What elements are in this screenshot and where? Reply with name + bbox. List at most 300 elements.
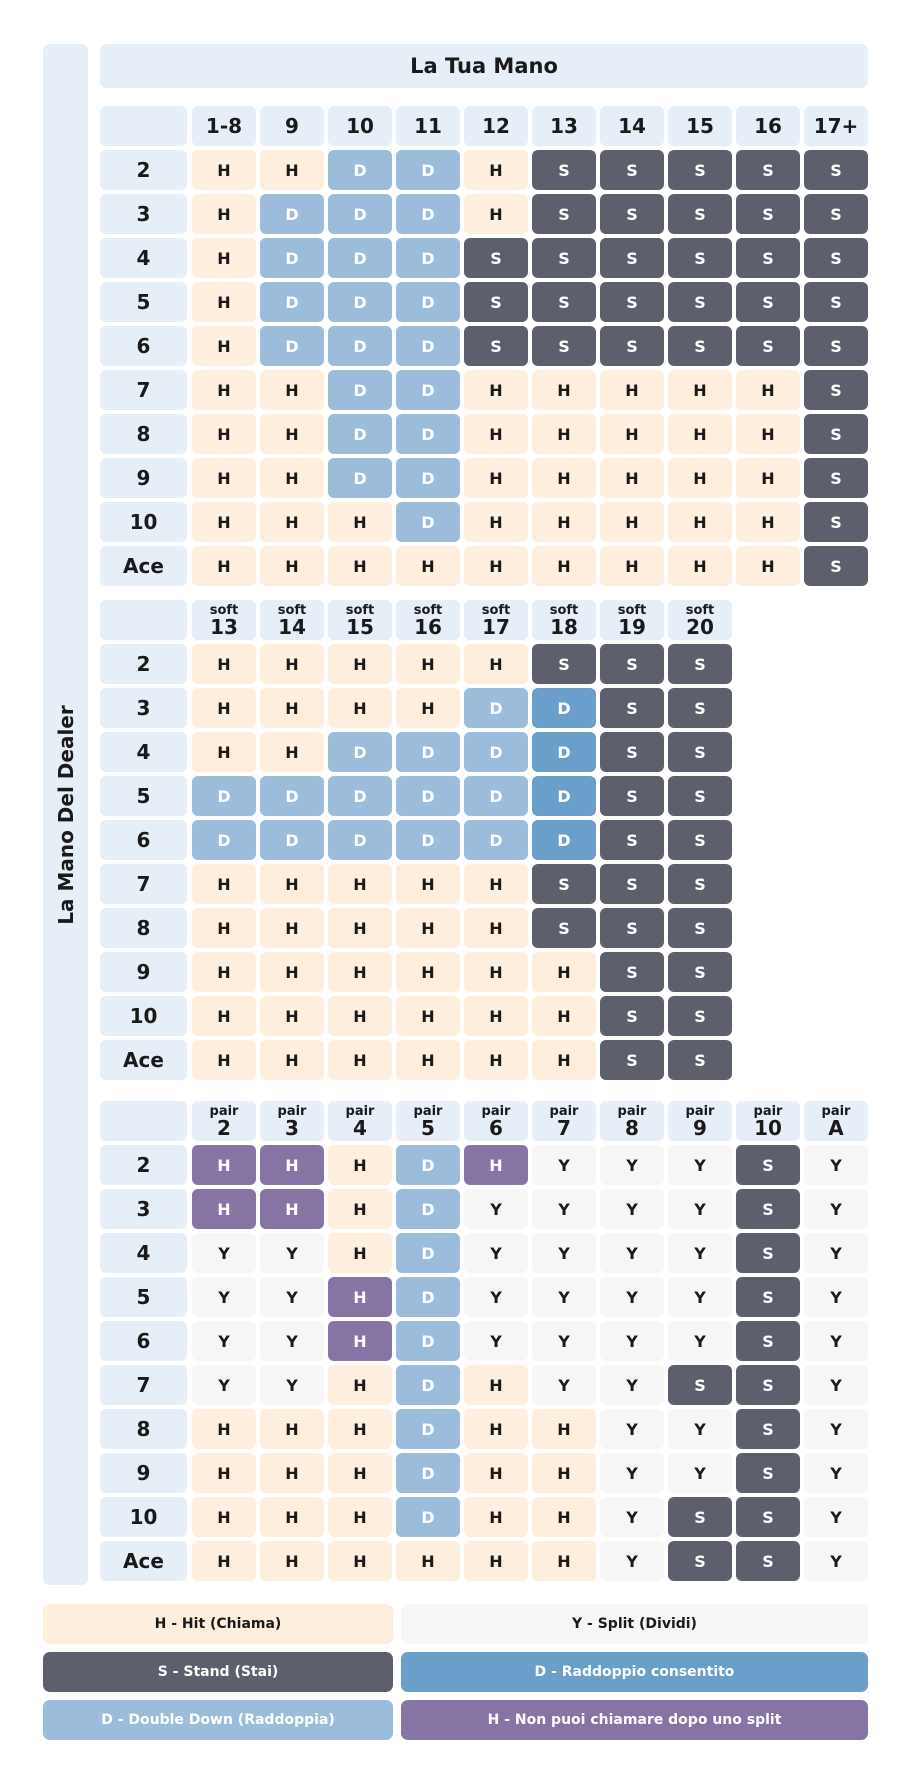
pairs-action-cell: S xyxy=(736,1409,800,1449)
pairs-action-cell: H xyxy=(260,1189,324,1229)
hard-action-cell: H xyxy=(668,370,732,410)
soft-action-cell: S xyxy=(532,644,596,684)
pairs-action-cell: Y xyxy=(668,1233,732,1273)
column-header-value: 12 xyxy=(482,114,510,138)
pairs-dealer-row-header: 2 xyxy=(100,1145,187,1185)
soft-action-cell: H xyxy=(396,644,460,684)
pairs-action-cell: H xyxy=(396,1541,460,1581)
hard-action-cell: H xyxy=(600,370,664,410)
soft-action-cell: H xyxy=(260,952,324,992)
pairs-dealer-row-header: 3 xyxy=(100,1189,187,1229)
soft-action-cell: D xyxy=(328,820,392,860)
column-header-value: 5 xyxy=(421,1115,435,1140)
pairs-action-cell: D xyxy=(396,1277,460,1317)
soft-action-cell: S xyxy=(668,688,732,728)
soft-column-header xyxy=(600,600,664,640)
pairs-action-cell: Y xyxy=(804,1409,868,1449)
hard-action-cell: S xyxy=(668,326,732,366)
soft-action-cell: S xyxy=(600,864,664,904)
hard-action-cell: S xyxy=(532,194,596,234)
hard-action-cell: H xyxy=(736,370,800,410)
hard-action-cell: S xyxy=(804,238,868,278)
column-header-value: 15 xyxy=(346,614,374,639)
hard-dealer-row-header: 2 xyxy=(100,150,187,190)
hard-action-cell: H xyxy=(464,370,528,410)
dealer-hand-label: La Mano Del Dealer xyxy=(53,704,78,925)
column-header-value: 11 xyxy=(414,114,442,138)
pairs-action-cell: D xyxy=(396,1453,460,1493)
pairs-action-cell: H xyxy=(464,1541,528,1581)
soft-dealer-row-header: 4 xyxy=(100,732,187,772)
soft-dealer-row-header: 9 xyxy=(100,952,187,992)
pairs-dealer-row-header: Ace xyxy=(100,1541,187,1581)
hard-action-cell: D xyxy=(260,238,324,278)
pairs-action-cell: S xyxy=(668,1497,732,1537)
column-header-prefix: pair xyxy=(617,1103,647,1119)
soft-action-cell: D xyxy=(464,732,528,772)
hard-action-cell: D xyxy=(396,414,460,454)
hard-action-cell: D xyxy=(260,282,324,322)
soft-action-cell: H xyxy=(192,908,256,948)
hard-action-cell: H xyxy=(192,458,256,498)
column-header-prefix: pair xyxy=(345,1103,375,1119)
soft-action-cell: H xyxy=(192,688,256,728)
hard-action-cell: S xyxy=(532,326,596,366)
hard-action-cell: D xyxy=(328,414,392,454)
soft-action-cell: D xyxy=(532,820,596,860)
pairs-action-cell: S xyxy=(736,1365,800,1405)
soft-action-cell: H xyxy=(192,864,256,904)
soft-action-cell: H xyxy=(396,1040,460,1080)
hard-action-cell: D xyxy=(260,326,324,366)
soft-action-cell: S xyxy=(668,996,732,1036)
soft-action-cell: H xyxy=(192,996,256,1036)
column-header-prefix: soft xyxy=(685,602,715,618)
pairs-action-cell: H xyxy=(328,1541,392,1581)
hard-action-cell: S xyxy=(600,150,664,190)
pairs-action-cell: Y xyxy=(668,1277,732,1317)
column-header-value: 19 xyxy=(618,614,646,639)
pairs-action-cell: Y xyxy=(668,1321,732,1361)
soft-action-cell: H xyxy=(532,952,596,992)
hard-action-cell: D xyxy=(396,282,460,322)
soft-dealer-row-header: 5 xyxy=(100,776,187,816)
column-header-value: 7 xyxy=(557,1115,571,1140)
hard-action-cell: H xyxy=(464,150,528,190)
hard-action-cell: H xyxy=(736,502,800,542)
pairs-action-cell: H xyxy=(328,1409,392,1449)
column-header-prefix: soft xyxy=(549,602,579,618)
pairs-action-cell: H xyxy=(328,1497,392,1537)
hard-action-cell: H xyxy=(736,414,800,454)
hard-action-cell: S xyxy=(600,326,664,366)
hard-action-cell: S xyxy=(804,282,868,322)
hard-action-cell: D xyxy=(396,194,460,234)
column-header-prefix: pair xyxy=(753,1103,783,1119)
pairs-action-cell: H xyxy=(464,1145,528,1185)
soft-action-cell: S xyxy=(668,644,732,684)
pairs-action-cell: H xyxy=(192,1189,256,1229)
pairs-header-corner xyxy=(100,1101,187,1141)
pairs-action-cell: Y xyxy=(260,1365,324,1405)
hard-dealer-row-header: 4 xyxy=(100,238,187,278)
pairs-action-cell: Y xyxy=(600,1541,664,1581)
hard-action-cell: H xyxy=(464,546,528,586)
hard-action-cell: D xyxy=(328,150,392,190)
hard-action-cell: H xyxy=(192,414,256,454)
soft-action-cell: D xyxy=(260,776,324,816)
column-header-value: 15 xyxy=(686,114,714,138)
column-header-value: 20 xyxy=(686,614,714,639)
hard-action-cell: H xyxy=(192,546,256,586)
hard-action-cell: H xyxy=(192,194,256,234)
pairs-action-cell: H xyxy=(532,1453,596,1493)
hard-action-cell: D xyxy=(396,238,460,278)
pairs-action-cell: H xyxy=(260,1145,324,1185)
soft-action-cell: H xyxy=(328,864,392,904)
hard-action-cell: H xyxy=(736,458,800,498)
pairs-action-cell: H xyxy=(464,1497,528,1537)
hard-action-cell: H xyxy=(260,546,324,586)
pairs-action-cell: Y xyxy=(600,1453,664,1493)
hard-action-cell: S xyxy=(804,370,868,410)
soft-action-cell: H xyxy=(396,952,460,992)
pairs-action-cell: Y xyxy=(464,1233,528,1273)
pairs-action-cell: Y xyxy=(600,1233,664,1273)
hard-dealer-row-header: Ace xyxy=(100,546,187,586)
pairs-action-cell: H xyxy=(328,1321,392,1361)
hard-action-cell: H xyxy=(260,502,324,542)
pairs-dealer-row-header: 4 xyxy=(100,1233,187,1273)
column-header-value: 16 xyxy=(754,114,782,138)
column-header-prefix: soft xyxy=(209,602,239,618)
column-header-prefix: soft xyxy=(481,602,511,618)
pairs-action-cell: H xyxy=(328,1233,392,1273)
hard-action-cell: S xyxy=(736,326,800,366)
hard-column-header xyxy=(396,106,460,146)
column-header-value: 14 xyxy=(618,114,646,138)
column-header-value: 4 xyxy=(353,1115,367,1140)
hard-action-cell: H xyxy=(532,370,596,410)
soft-column-header xyxy=(192,600,256,640)
hard-action-cell: H xyxy=(328,546,392,586)
pairs-column-header xyxy=(260,1101,324,1141)
hard-column-header xyxy=(668,106,732,146)
column-header-value: 8 xyxy=(625,1115,639,1140)
hard-action-cell: H xyxy=(192,326,256,366)
pairs-action-cell: D xyxy=(396,1321,460,1361)
hard-action-cell: H xyxy=(532,546,596,586)
soft-action-cell: H xyxy=(328,1040,392,1080)
pairs-action-cell: Y xyxy=(532,1365,596,1405)
column-header-value: 9 xyxy=(285,114,299,138)
soft-action-cell: S xyxy=(600,732,664,772)
pairs-action-cell: Y xyxy=(532,1233,596,1273)
pairs-action-cell: Y xyxy=(532,1277,596,1317)
hard-column-header xyxy=(328,106,392,146)
hard-action-cell: H xyxy=(668,546,732,586)
hard-column-header xyxy=(532,106,596,146)
soft-action-cell: H xyxy=(328,644,392,684)
soft-action-cell: D xyxy=(532,776,596,816)
pairs-action-cell: D xyxy=(396,1497,460,1537)
hard-action-cell: S xyxy=(736,238,800,278)
pairs-column-header xyxy=(192,1101,256,1141)
soft-action-cell: S xyxy=(668,908,732,948)
soft-action-cell: S xyxy=(532,864,596,904)
pairs-action-cell: H xyxy=(532,1497,596,1537)
hard-action-cell: S xyxy=(464,326,528,366)
column-header-value: 3 xyxy=(285,1115,299,1140)
pairs-action-cell: Y xyxy=(804,1497,868,1537)
legend-item: Y - Split (Dividi) xyxy=(401,1604,868,1644)
hard-column-header xyxy=(260,106,324,146)
pairs-action-cell: S xyxy=(736,1541,800,1581)
soft-action-cell: S xyxy=(600,1040,664,1080)
hard-dealer-row-header: 9 xyxy=(100,458,187,498)
soft-action-cell: S xyxy=(668,864,732,904)
soft-action-cell: H xyxy=(464,1040,528,1080)
pairs-action-cell: Y xyxy=(804,1453,868,1493)
pairs-dealer-row-header: 6 xyxy=(100,1321,187,1361)
column-header-prefix: pair xyxy=(481,1103,511,1119)
hard-action-cell: S xyxy=(736,150,800,190)
hard-action-cell: D xyxy=(260,194,324,234)
hard-action-cell: H xyxy=(600,458,664,498)
soft-action-cell: H xyxy=(260,644,324,684)
pairs-action-cell: Y xyxy=(600,1321,664,1361)
pairs-action-cell: H xyxy=(464,1453,528,1493)
pairs-action-cell: D xyxy=(396,1365,460,1405)
hard-action-cell: H xyxy=(260,370,324,410)
soft-dealer-row-header: 3 xyxy=(100,688,187,728)
column-header-value: 14 xyxy=(278,614,306,639)
soft-action-cell: S xyxy=(668,776,732,816)
soft-action-cell: S xyxy=(600,908,664,948)
hard-action-cell: S xyxy=(600,282,664,322)
pairs-action-cell: H xyxy=(260,1453,324,1493)
pairs-action-cell: H xyxy=(192,1541,256,1581)
hard-action-cell: S xyxy=(464,238,528,278)
column-header-prefix: pair xyxy=(549,1103,579,1119)
pairs-column-header xyxy=(464,1101,528,1141)
pairs-action-cell: Y xyxy=(260,1321,324,1361)
hard-action-cell: D xyxy=(396,370,460,410)
soft-action-cell: S xyxy=(532,908,596,948)
hard-action-cell: S xyxy=(668,194,732,234)
legend-item: S - Stand (Stai) xyxy=(43,1652,393,1692)
pairs-action-cell: H xyxy=(328,1189,392,1229)
soft-action-cell: H xyxy=(192,1040,256,1080)
soft-action-cell: H xyxy=(396,908,460,948)
pairs-dealer-row-header: 7 xyxy=(100,1365,187,1405)
hard-action-cell: S xyxy=(668,238,732,278)
pairs-action-cell: Y xyxy=(532,1189,596,1229)
column-header-value: 10 xyxy=(754,1115,782,1140)
hard-action-cell: H xyxy=(668,414,732,454)
pairs-action-cell: S xyxy=(736,1189,800,1229)
pairs-column-header xyxy=(396,1101,460,1141)
pairs-action-cell: Y xyxy=(804,1321,868,1361)
pairs-action-cell: Y xyxy=(804,1233,868,1273)
soft-action-cell: H xyxy=(192,952,256,992)
soft-column-header xyxy=(532,600,596,640)
page-title: La Tua Mano xyxy=(100,44,868,88)
column-header-prefix: pair xyxy=(821,1103,851,1119)
hard-action-cell: S xyxy=(600,238,664,278)
column-header-prefix: pair xyxy=(685,1103,715,1119)
dealer-side-panel xyxy=(43,44,88,1585)
soft-action-cell: D xyxy=(328,732,392,772)
soft-column-header xyxy=(396,600,460,640)
column-header-value: 16 xyxy=(414,614,442,639)
hard-action-cell: D xyxy=(328,458,392,498)
soft-action-cell: H xyxy=(260,732,324,772)
legend-item: D - Double Down (Raddoppia) xyxy=(43,1700,393,1740)
column-header-value: 10 xyxy=(346,114,374,138)
pairs-action-cell: Y xyxy=(668,1453,732,1493)
soft-action-cell: H xyxy=(532,1040,596,1080)
pairs-action-cell: H xyxy=(328,1453,392,1493)
pairs-action-cell: H xyxy=(192,1497,256,1537)
soft-action-cell: D xyxy=(464,820,528,860)
soft-action-cell: S xyxy=(600,996,664,1036)
hard-action-cell: H xyxy=(532,502,596,542)
legend-item: D - Raddoppio consentito xyxy=(401,1652,868,1692)
pairs-action-cell: S xyxy=(736,1321,800,1361)
pairs-action-cell: Y xyxy=(600,1409,664,1449)
soft-action-cell: H xyxy=(464,996,528,1036)
soft-action-cell: H xyxy=(260,996,324,1036)
hard-action-cell: D xyxy=(328,282,392,322)
soft-action-cell: H xyxy=(464,644,528,684)
pairs-action-cell: S xyxy=(736,1453,800,1493)
pairs-action-cell: Y xyxy=(668,1189,732,1229)
hard-action-cell: D xyxy=(328,194,392,234)
hard-action-cell: H xyxy=(260,150,324,190)
soft-action-cell: S xyxy=(668,820,732,860)
pairs-action-cell: H xyxy=(192,1453,256,1493)
soft-action-cell: H xyxy=(328,952,392,992)
soft-action-cell: H xyxy=(328,996,392,1036)
pairs-action-cell: Y xyxy=(192,1365,256,1405)
soft-action-cell: D xyxy=(532,688,596,728)
pairs-action-cell: Y xyxy=(532,1145,596,1185)
pairs-action-cell: S xyxy=(736,1233,800,1273)
column-header-prefix: soft xyxy=(277,602,307,618)
pairs-action-cell: H xyxy=(260,1497,324,1537)
hard-action-cell: H xyxy=(328,502,392,542)
hard-column-header xyxy=(192,106,256,146)
pairs-action-cell: Y xyxy=(464,1321,528,1361)
hard-action-cell: H xyxy=(532,458,596,498)
column-header-value: 2 xyxy=(217,1115,231,1140)
soft-dealer-row-header: 10 xyxy=(100,996,187,1036)
hard-action-cell: H xyxy=(260,414,324,454)
hard-action-cell: S xyxy=(804,326,868,366)
column-header-value: 13 xyxy=(550,114,578,138)
soft-action-cell: H xyxy=(464,908,528,948)
hard-action-cell: S xyxy=(804,150,868,190)
pairs-action-cell: H xyxy=(328,1365,392,1405)
column-header-prefix: pair xyxy=(209,1103,239,1119)
column-header-prefix: pair xyxy=(413,1103,443,1119)
pairs-action-cell: Y xyxy=(668,1409,732,1449)
hard-action-cell: H xyxy=(192,502,256,542)
hard-action-cell: H xyxy=(668,458,732,498)
pairs-action-cell: H xyxy=(532,1409,596,1449)
soft-action-cell: H xyxy=(328,908,392,948)
soft-column-header xyxy=(668,600,732,640)
pairs-action-cell: H xyxy=(328,1145,392,1185)
pairs-action-cell: H xyxy=(532,1541,596,1581)
soft-column-header xyxy=(464,600,528,640)
pairs-action-cell: Y xyxy=(804,1145,868,1185)
legend-item: H - Hit (Chiama) xyxy=(43,1604,393,1644)
hard-action-cell: H xyxy=(192,370,256,410)
pairs-action-cell: Y xyxy=(600,1189,664,1229)
column-header-prefix: pair xyxy=(277,1103,307,1119)
pairs-action-cell: H xyxy=(328,1277,392,1317)
pairs-column-header xyxy=(600,1101,664,1141)
hard-dealer-row-header: 7 xyxy=(100,370,187,410)
hard-action-cell: H xyxy=(192,238,256,278)
soft-action-cell: H xyxy=(192,732,256,772)
pairs-action-cell: Y xyxy=(464,1189,528,1229)
pairs-dealer-row-header: 8 xyxy=(100,1409,187,1449)
hard-action-cell: D xyxy=(328,238,392,278)
hard-action-cell: D xyxy=(396,502,460,542)
hard-dealer-row-header: 6 xyxy=(100,326,187,366)
soft-action-cell: H xyxy=(532,996,596,1036)
hard-action-cell: S xyxy=(668,282,732,322)
column-header-value: 13 xyxy=(210,614,238,639)
soft-action-cell: D xyxy=(464,776,528,816)
pairs-action-cell: H xyxy=(192,1145,256,1185)
soft-action-cell: H xyxy=(464,952,528,992)
hard-action-cell: H xyxy=(600,546,664,586)
soft-dealer-row-header: Ace xyxy=(100,1040,187,1080)
pairs-dealer-row-header: 9 xyxy=(100,1453,187,1493)
soft-action-cell: H xyxy=(396,688,460,728)
pairs-action-cell: H xyxy=(464,1409,528,1449)
pairs-action-cell: Y xyxy=(192,1321,256,1361)
hard-action-cell: S xyxy=(736,194,800,234)
pairs-action-cell: S xyxy=(736,1277,800,1317)
hard-action-cell: S xyxy=(464,282,528,322)
hard-dealer-row-header: 10 xyxy=(100,502,187,542)
pairs-action-cell: Y xyxy=(192,1277,256,1317)
hard-action-cell: D xyxy=(396,458,460,498)
hard-action-cell: H xyxy=(464,414,528,454)
soft-header-corner xyxy=(100,600,187,640)
hard-action-cell: H xyxy=(600,502,664,542)
soft-action-cell: H xyxy=(192,644,256,684)
pairs-action-cell: Y xyxy=(600,1365,664,1405)
pairs-action-cell: S xyxy=(736,1145,800,1185)
soft-action-cell: D xyxy=(396,732,460,772)
pairs-action-cell: Y xyxy=(804,1365,868,1405)
column-header-value: A xyxy=(828,1115,844,1140)
soft-dealer-row-header: 2 xyxy=(100,644,187,684)
soft-column-header xyxy=(328,600,392,640)
hard-action-cell: H xyxy=(396,546,460,586)
hard-action-cell: S xyxy=(804,194,868,234)
column-header-prefix: soft xyxy=(345,602,375,618)
soft-action-cell: D xyxy=(532,732,596,772)
soft-action-cell: S xyxy=(600,820,664,860)
soft-action-cell: H xyxy=(464,864,528,904)
